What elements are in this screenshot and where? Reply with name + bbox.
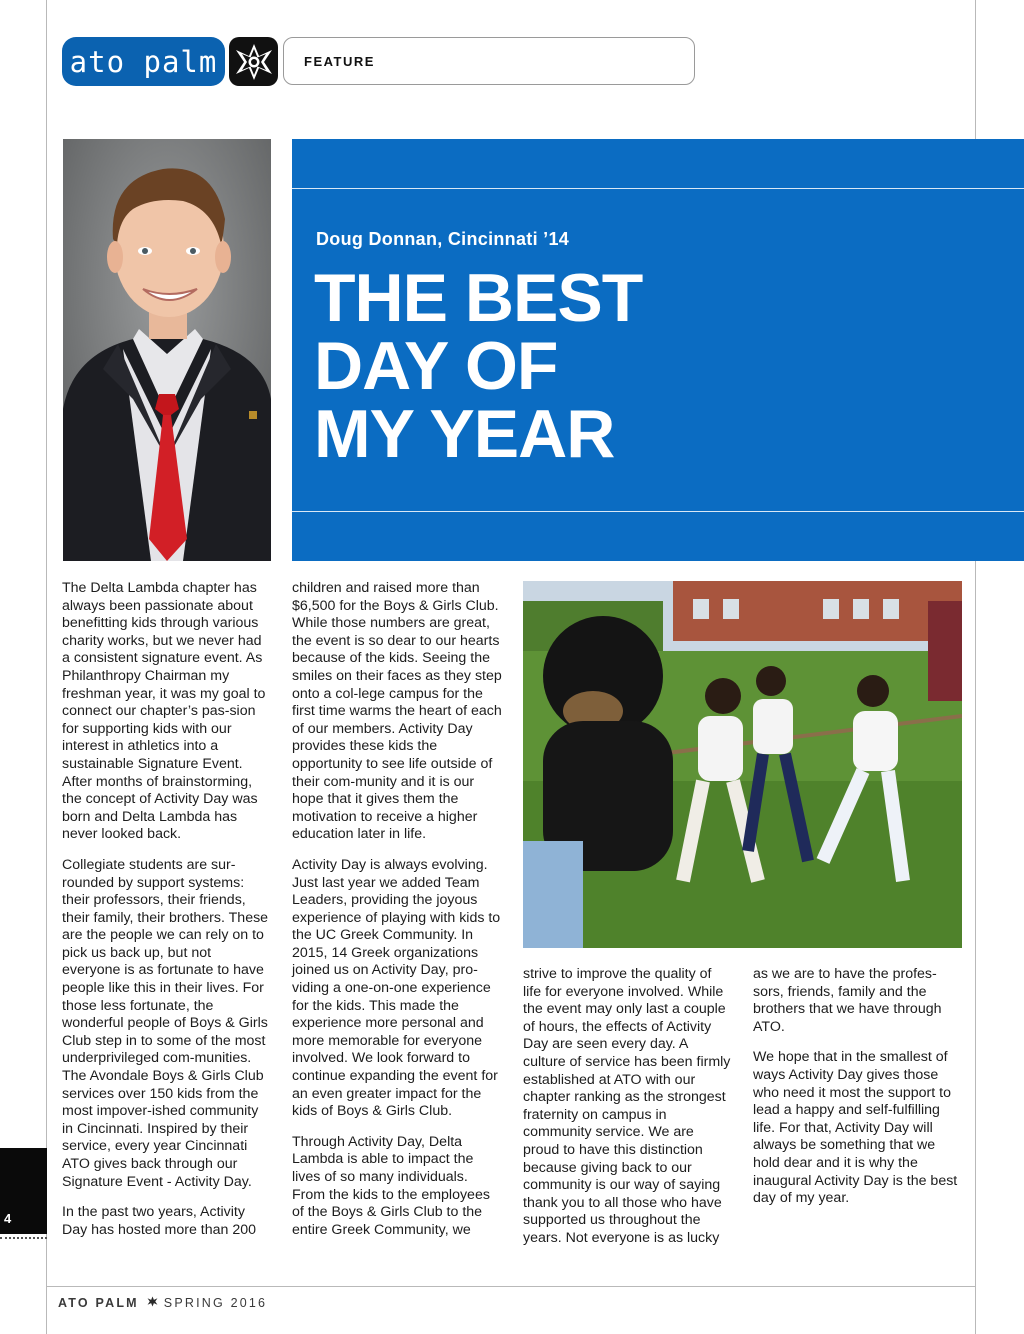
band-rule-bottom [292, 511, 1024, 512]
paragraph: The Delta Lambda chapter has always been passionate about benefitting kids through various charity works, but we never had a consistent signature event. As Philanthropy Chairman my freshman year, it was my goal to connect our chapter’s pas-sion for supporting kids with our interest in athletics into a sustainable Signature Event. After months of brainstorming, the concept of Activity Day was born and Delta Lambda has never looked back. [62, 580, 266, 843]
footer-issue: SPRING 2016 [163, 1296, 268, 1310]
paragraph: We hope that in the smallest of ways Activity Day gives those who need it most the support to lead a happy and self-fulfilling life. For that, Activity Day will always be something that we hold dear and it is why the inaugural Activity Day is the best day of my year. [753, 1049, 958, 1207]
author-portrait [63, 139, 271, 561]
section-label: FEATURE [304, 54, 375, 69]
section-label-box [283, 37, 695, 85]
article-column-3 [523, 966, 733, 1261]
article-column-2 [292, 580, 502, 1252]
left-page-rule [46, 0, 47, 1334]
paragraph: Activity Day is always evolving. Just last year we added Team Leaders, providing the joyous experience of playing with kids to the UC Greek Community. In 2015, 14 Greek organizations joined us on Activity Day, pro-viding a one-on-one experience for the kids. This made the experience more personal and more memorable for everyone involved. We look forward to continue expanding the event for an even greater impact for the kids of Boys & Girls Club. [292, 856, 501, 1120]
article-byline: Doug Donnan, Cincinnati ’14 [316, 229, 570, 249]
maltese-cross-badge-icon [229, 37, 278, 86]
band-rule-top [292, 188, 1024, 189]
page-tab-dotted-rule [0, 1237, 47, 1239]
maltese-cross-icon [147, 1296, 158, 1310]
paragraph: strive to improve the quality of life for everyone involved. While the event may only last a couple of hours, the effects of Activity Day are seen every day. A culture of service has been firmly established at ATO with our chapter ranking as the strongest fraternity on campus in community service. We are proud to have this distinction because giving back to our community is our way of saying thank you to all those who have supported us throughout the years. Not everyone is as lucky [523, 966, 731, 1246]
paragraph: Collegiate students are sur-rounded by support systems: their professors, their friends, their family, their brothers. These are the people we can rely on to pick us back up, but not everyone is as fortunate to have people like this in their lives. For those less fortunate, the wonderful people of Boys & Girls Club step in to some of the most underprivileged com-munities. The Avondale Boys & Girls Club services over 150 kids from the most impover-ished community in Cincinnati. Inspired by their service, every year Cincinnati ATO gives back through our Signature Event - Activity Day. [62, 856, 269, 1190]
logo-text: ato palm [69, 44, 218, 79]
headline-line: MY YEAR [314, 396, 615, 472]
paragraph: In the past two years, Activity Day has hosted more than 200 [62, 1204, 257, 1238]
paragraph: as we are to have the profes-sors, friends, family and the brothers that we have through ATO. [753, 966, 942, 1035]
paragraph: Through Activity Day, Delta Lambda is able to impact the lives of so many individuals. From the kids to the employees of the Boys & Girls Club to the entire Greek Community, we [292, 1133, 490, 1238]
footer-brand: ATO PALM [58, 1296, 139, 1310]
headline-line: THE BEST [314, 260, 643, 336]
headline-line: DAY OF [314, 328, 558, 404]
article-title-band [292, 139, 1024, 561]
article-column-1 [62, 580, 272, 1252]
footer-rule [46, 1286, 976, 1287]
article-column-4 [753, 966, 963, 1221]
footer [58, 1296, 267, 1310]
ato-palm-logo [62, 37, 225, 86]
page-number: 4 [4, 1211, 12, 1226]
paragraph: children and raised more than $6,500 for the Boys & Girls Club. While those numbers are great, the event is so dear to our hearts because of the kids. Seeing the smiles on their faces as they step onto a col-lege campus for the first time warms the heart of each of our members. Activity Day provides these kids the opportunity to see life outside of their com-munity and it is our hope that it gives them the motivation to receive a higher education later in life. [292, 580, 502, 843]
article-headline [314, 260, 643, 472]
activity-day-photo [523, 581, 962, 948]
